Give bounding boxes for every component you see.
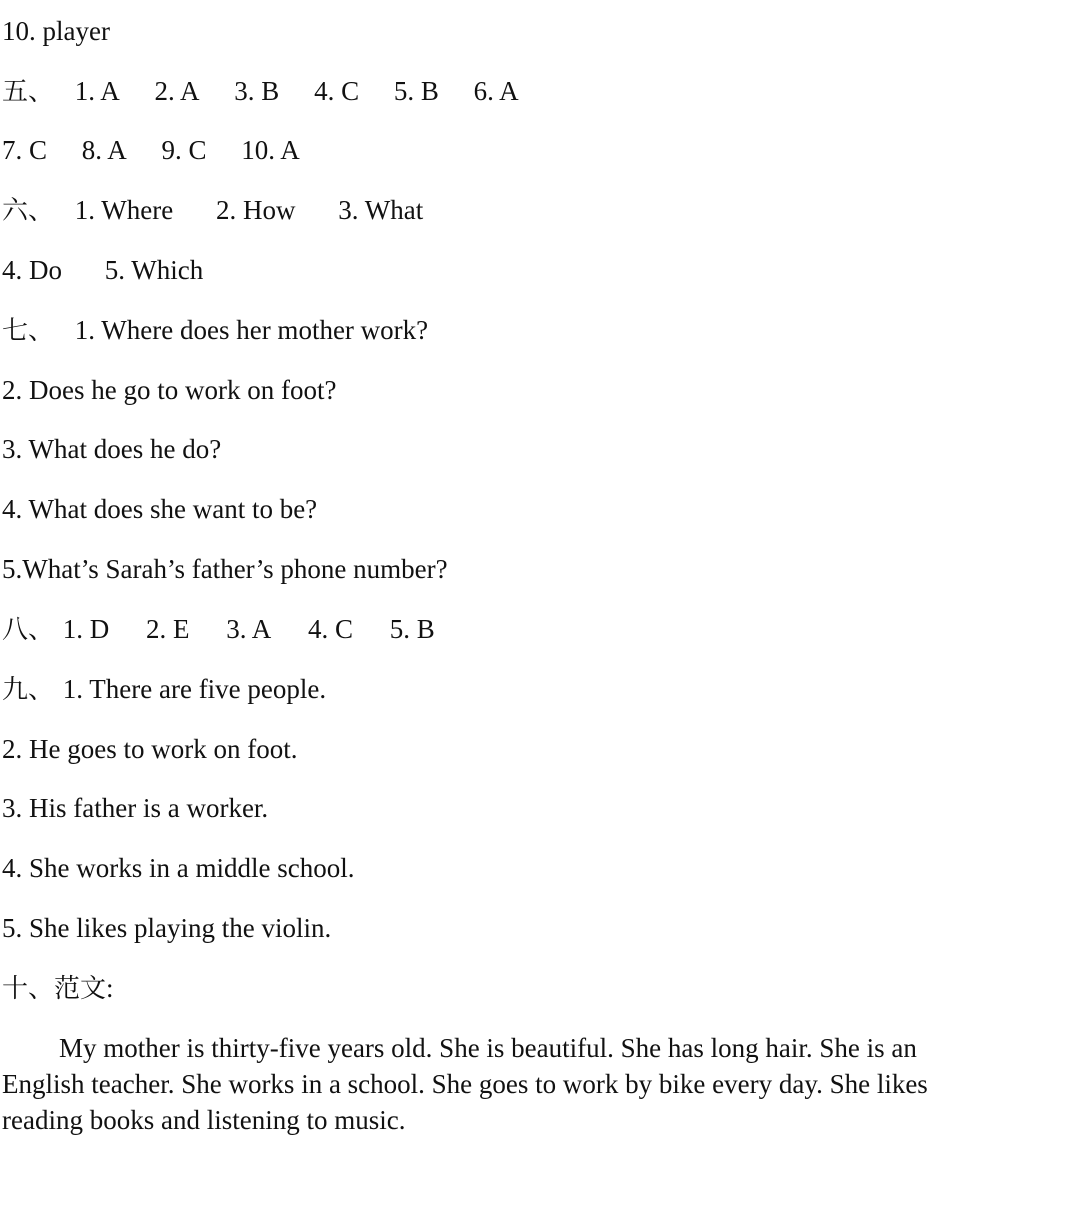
section-9-marker: 九、: [2, 675, 55, 705]
answer-item: 4. C: [308, 614, 354, 644]
section-8-line: [2, 612, 435, 646]
answer-sentence: 1. Where does her mother work?: [74, 315, 429, 345]
answer-item: 10. A: [241, 135, 300, 165]
answer-line-10-player: 10. player: [2, 16, 110, 46]
section-6-line: [2, 193, 423, 227]
answer-item: 1. D: [62, 614, 110, 644]
answer-item: 9. C: [161, 135, 207, 165]
answer-item: 3. What: [338, 195, 424, 225]
section-6-marker: 六、: [2, 196, 55, 226]
section-5-continued-line: [2, 133, 300, 167]
sample-essay: [2, 1030, 1002, 1138]
answer-sentence: 2. He goes to work on foot.: [2, 734, 298, 764]
section-7-line: [2, 313, 428, 347]
answer-item: 1. A: [74, 76, 120, 106]
answer-sentence: 4. She works in a middle school.: [2, 853, 355, 883]
answer-sentence: 4. What does she want to be?: [2, 494, 318, 524]
answer-item: 4. Do: [2, 255, 62, 285]
answer-item: 3. A: [226, 614, 272, 644]
answer-item: 5. Which: [104, 255, 204, 285]
answer-item: 5. B: [393, 76, 439, 106]
answer-item: 4. C: [314, 76, 360, 106]
answer-item: 3. B: [234, 76, 280, 106]
section-6-continued-line: [2, 253, 203, 287]
section-5-marker: 五、: [2, 77, 55, 107]
answer-item: 2. A: [154, 76, 200, 106]
section-7-marker: 七、: [2, 316, 55, 346]
answer-sentence: 2. Does he go to work on foot?: [2, 375, 337, 405]
section-10-heading: [2, 971, 114, 1005]
section-8-marker: 八、: [2, 615, 55, 645]
answer-sentence: 5.What’s Sarah’s father’s phone number?: [2, 554, 448, 584]
answer-item: 2. E: [146, 614, 190, 644]
section-9-line: [2, 672, 326, 706]
sample-essay-text: My mother is thirty-five years old. She is beautiful. She has long hair. She is an English teacher. She works in a school. She goes to work by bike every day. She likes reading books and listening to music.: [2, 1033, 928, 1135]
answer-sentence: 5. She likes playing the violin.: [2, 913, 332, 943]
answer-item: 1. Where: [74, 195, 174, 225]
answer-sentence: 3. His father is a worker.: [2, 793, 269, 823]
answer-item: 6. A: [473, 76, 519, 106]
section-10-marker: 十、范文: [2, 974, 107, 1004]
answer-item: 2. How: [215, 195, 296, 225]
section-10-colon: :: [106, 973, 114, 1003]
answer-item: 8. A: [81, 135, 127, 165]
answer-item: 7. C: [2, 135, 48, 165]
answer-sentence: 3. What does he do?: [2, 434, 222, 464]
section-5-line: [2, 74, 519, 108]
answer-sentence: 1. There are five people.: [62, 674, 327, 704]
answer-item: 5. B: [389, 614, 435, 644]
